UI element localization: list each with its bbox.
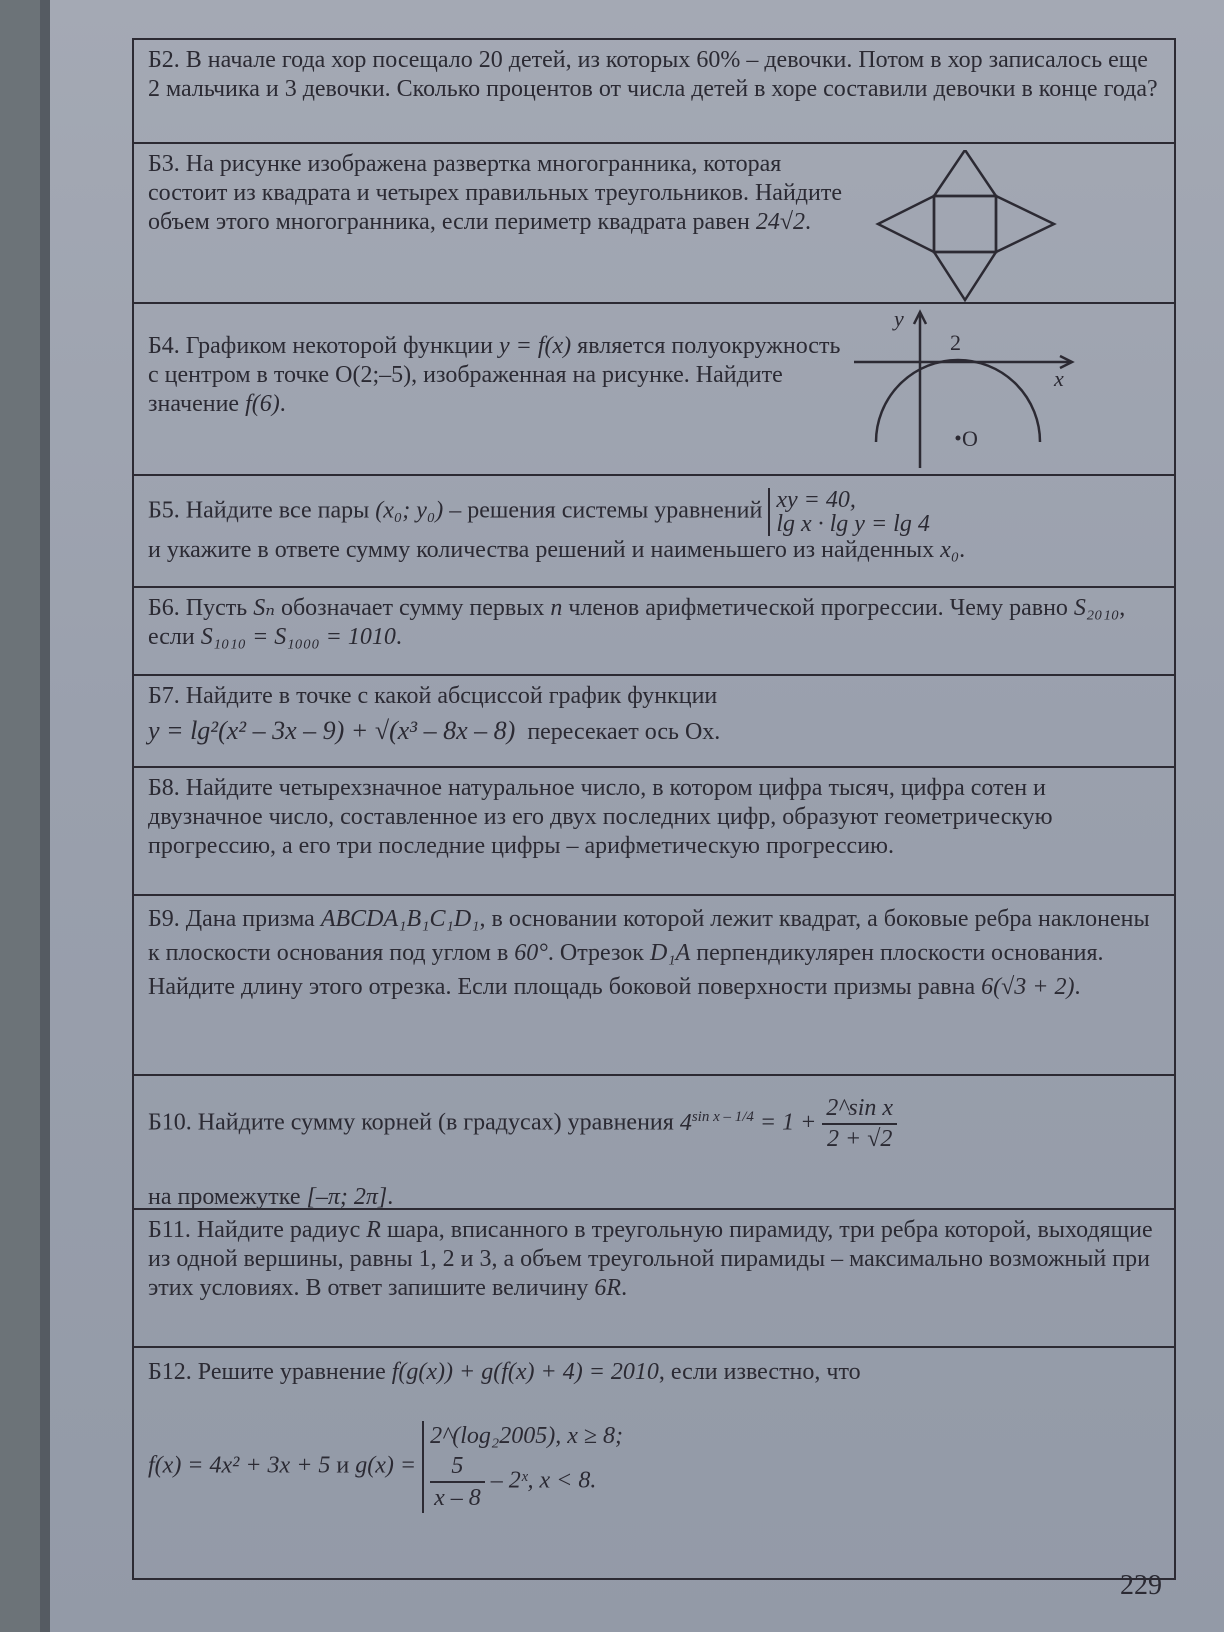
g-lhs: g(x) = [355, 1452, 417, 1479]
function-expression: y = lg²(x² – 3x – 9) + √(x³ – 8x – 8) [148, 716, 516, 745]
problem-b6 [134, 586, 1174, 674]
problem-label: Б2. [148, 47, 180, 73]
problem-text: шара, вписанного в треугольную пирамиду, три ребра которой, выходящие из одной вершины, равны 1, 2 и 3, а объем треугольной пирамиды – максимально возможный при этих условиях. В ответ запишите величину [148, 1217, 1153, 1301]
fraction-numerator: 2^sin x [822, 1094, 897, 1125]
semicircle-curve [876, 360, 1040, 442]
function-expression: y = f(x) [499, 333, 572, 359]
problem-b7 [134, 674, 1174, 766]
problem-text: является полуокружность с центром в точке O(2;–5), изображенная на рисунке. Найдите значение [148, 333, 841, 417]
book-page [40, 0, 1224, 1632]
problem-text: пересекает ось Ox. [527, 719, 721, 745]
rhs-fraction [822, 1094, 897, 1154]
case2-fraction [430, 1451, 485, 1513]
answer-expression: 6R [594, 1275, 622, 1301]
y-axis-label: y [894, 308, 904, 331]
sentence-end: . [959, 537, 966, 563]
system-equation-2: lg x · lg y = lg 4 [776, 511, 930, 537]
query-expression: f(6) [245, 391, 280, 417]
fraction-denominator: x – 8 [434, 1485, 481, 1511]
x-axis-label: x [1054, 366, 1064, 391]
problem-text: и укажите в ответе сумму количества решений и наименьшего из найденных [148, 537, 935, 563]
problem-text: В начале года хор посещало 20 детей, из которых 60% – девочки. Потом в хор записалось еще 2 мальчика и 3 девочки. Сколько процентов от числа детей в хоре составили девочки в конце года? [148, 47, 1158, 102]
problem-text: Графиком некоторой функции [185, 333, 493, 359]
equation-lhs [680, 1110, 760, 1136]
prism-name: ABCDA₁B₁C₁D₁ [320, 906, 480, 932]
problem-text: Решите уравнение [197, 1359, 386, 1385]
page-number: 229 [1120, 1570, 1162, 1601]
pair-expression: (x₀; y₀) [375, 497, 444, 524]
s2010-symbol: S₂₀₁₀ [1073, 595, 1120, 621]
problem-label: Б8. [148, 775, 180, 801]
radius-symbol: R [366, 1217, 381, 1243]
problem-label: Б6. [148, 595, 180, 621]
problem-text: , если известно, что [658, 1359, 861, 1385]
sentence-end: . [805, 209, 812, 235]
net-square [934, 196, 996, 252]
area-value: 6(√3 + 2) [981, 974, 1075, 1000]
piecewise-definition [422, 1421, 623, 1513]
sentence-end: . [1074, 974, 1081, 1000]
problem-b9 [134, 894, 1174, 1074]
problem-b8 [134, 766, 1174, 894]
problem-text: Дана призма [185, 906, 315, 932]
problem-text: Найдите сумму корней (в градусах) уравнения [197, 1109, 674, 1136]
problem-text: , в основании которой лежит квадрат, а боковые ребра наклонены к плоскости основания под углом в [148, 906, 1150, 966]
definitions-block [148, 1421, 1160, 1513]
problem-label: Б10. [148, 1109, 192, 1136]
piecewise-case-1: 2^(log₂2005), x ≥ 8; [430, 1423, 624, 1449]
problem-b10 [134, 1074, 1174, 1208]
sentence-end: . [395, 624, 402, 650]
problem-b11 [134, 1208, 1174, 1346]
n-symbol: n [550, 595, 563, 621]
problem-text: , если [148, 595, 1126, 650]
problem-b12 [134, 1346, 1174, 1578]
interval-value: [–π; 2π] [306, 1184, 388, 1210]
problem-b3 [134, 142, 1174, 302]
net-triangle-left [878, 196, 934, 252]
equals-one: = 1 + [759, 1109, 817, 1136]
problem-label: Б11. [148, 1217, 191, 1243]
fraction-denominator: 2 + √2 [827, 1126, 893, 1152]
problem-label: Б12. [148, 1359, 192, 1385]
center-label: O [962, 426, 978, 451]
case2-rest: – 2ˣ, x < 8. [490, 1467, 597, 1494]
problem-text: Найдите четырехзначное натуральное число, в котором цифра тысяч, цифра сотен и двузначное число, составленное из его двух последних цифр, образуют геометрическую прогрессию, а его три последние цифры – арифметическую прогрессию. [148, 775, 1053, 859]
problem-text: обозначает сумму первых [280, 595, 545, 621]
segment-name: D₁A [649, 940, 691, 966]
problem-text: на промежутке [148, 1184, 301, 1210]
problem-label: Б9. [148, 906, 180, 932]
sentence-end: . [279, 391, 286, 417]
lhs-base: 4 [679, 1109, 692, 1136]
problem-text: Найдите в точке с какой абсциссой график функции [185, 683, 718, 709]
net-triangle-top [934, 150, 996, 196]
problem-text: перпендикулярен плоскости основания. Найдите длину этого отрезка. Если площадь боковой поверхности призмы равна [148, 940, 1104, 1000]
f-definition: f(x) = 4x² + 3x + 5 [148, 1452, 331, 1479]
equation-system [768, 488, 930, 536]
sentence-end: . [621, 1275, 628, 1301]
sentence-end: . [387, 1184, 394, 1210]
problem-text: Пусть [185, 595, 248, 621]
fraction-numerator: 5 [430, 1451, 485, 1483]
problem-label: Б5. [148, 497, 180, 524]
variable: x₀ [940, 537, 960, 563]
problem-label: Б4. [148, 333, 180, 359]
problem-text: . Отрезок [547, 940, 644, 966]
problem-text: членов арифметической прогрессии. Чему равно [568, 595, 1068, 621]
system-equation-1: xy = 40, [776, 487, 856, 513]
perimeter-value: 24√2 [755, 209, 806, 235]
net-triangle-right [996, 196, 1054, 252]
problem-text: Найдите все пары [185, 497, 370, 524]
net-triangle-bottom [934, 252, 996, 300]
problem-text: – решения системы уравнений [449, 497, 763, 524]
problems-table [132, 38, 1176, 1580]
condition-expression: S₁₀₁₀ = S₁₀₀₀ = 1010 [200, 624, 396, 650]
lhs-exponent: sin x – 1/4 [691, 1108, 754, 1125]
problem-b5 [134, 474, 1174, 586]
center-point [956, 436, 961, 441]
problem-text: Найдите радиус [196, 1217, 361, 1243]
main-equation: f(g(x)) + g(f(x) + 4) = 2010 [391, 1359, 659, 1385]
page-edge-shadow [40, 0, 50, 1632]
problem-label: Б7. [148, 683, 180, 709]
and-word: и [336, 1452, 350, 1479]
polyhedron-net-figure [874, 150, 1064, 302]
problem-b2 [134, 38, 1174, 142]
sum-symbol: Sₙ [253, 595, 275, 621]
tick-label-2: 2 [950, 330, 961, 355]
angle-value: 60° [514, 940, 548, 966]
semicircle-graph-figure [854, 308, 1084, 474]
problem-label: Б3. [148, 151, 180, 177]
problem-b4 [134, 302, 1174, 474]
problem-text: На рисунке изображена развертка многогранника, которая состоит из квадрата и четырех правильных треугольников. Найдите объем этого многогранника, если периметр квадрата равен [148, 151, 842, 235]
piecewise-case-2 [430, 1451, 623, 1513]
